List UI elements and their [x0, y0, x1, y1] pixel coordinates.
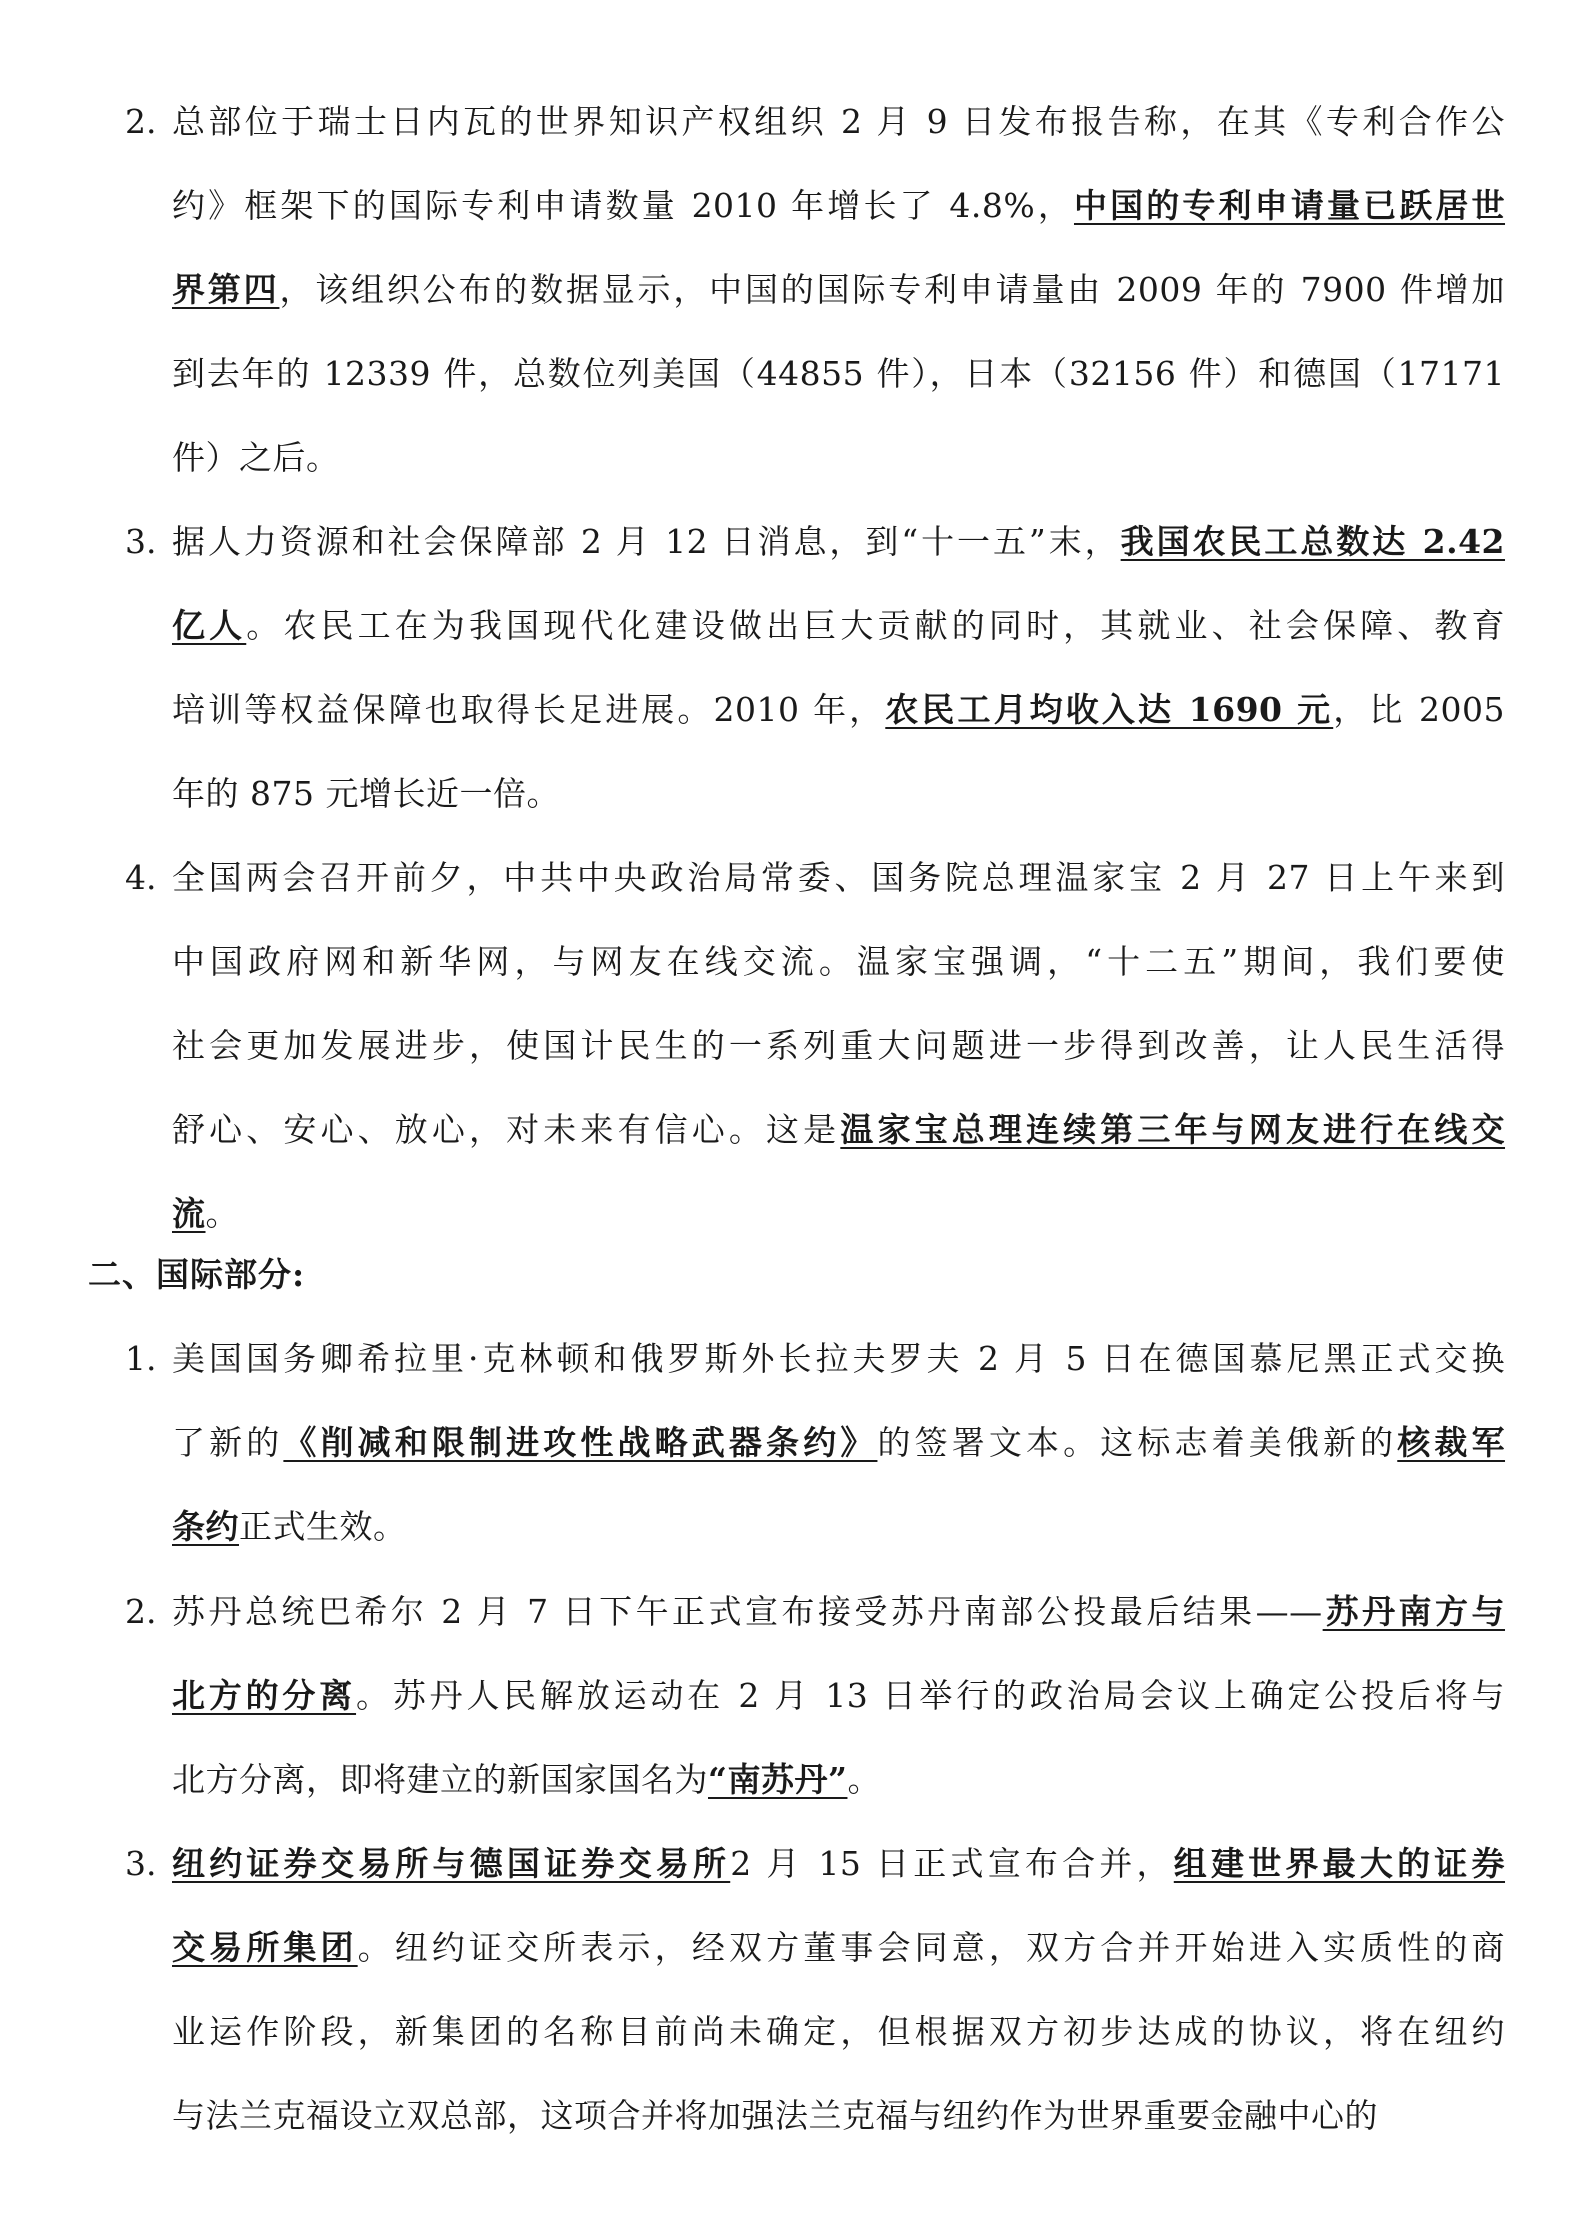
text-line [172, 920, 1505, 1004]
text-line [172, 1990, 1505, 2074]
text-segment: 全国两会召开前夕，中共中央政治局常委、国务院总理温家宝 2 月 27 日上午来到 [172, 858, 1505, 897]
text-line [172, 164, 1505, 248]
text-line [172, 248, 1505, 332]
text-line [172, 1570, 1505, 1654]
text-segment: 与法兰克福设立双总部，这项合并将加强法兰克福与纽约作为世界重要金融中心的 [172, 2096, 1378, 2135]
text-line [172, 1401, 1505, 1485]
highlighted-key-phrase: 纽约证券交易所与德国证券交易所 [172, 1844, 731, 1883]
text-line [172, 1654, 1505, 1738]
text-segment: 舒心、安心、放心，对未来有信心。这是 [172, 1110, 841, 1149]
text-segment: 。农民工在为我国现代化建设做出巨大贡献的同时，其就业、社会保障、教育 [246, 606, 1506, 645]
text-segment: 苏丹总统巴希尔 2 月 7 日下午正式宣布接受苏丹南部公投最后结果—— [172, 1592, 1323, 1631]
highlighted-key-phrase: 条约 [172, 1507, 239, 1546]
item-number: 2. [125, 1592, 157, 1631]
text-segment: 北方分离，即将建立的新国家国名为 [172, 1760, 708, 1799]
text-line [172, 332, 1505, 416]
highlighted-key-phrase: 流 [172, 1194, 206, 1233]
text-line [172, 2074, 1505, 2158]
item-number: 1. [125, 1339, 157, 1378]
item-number: 3. [125, 522, 157, 561]
text-segment: 据人力资源和社会保障部 2 月 12 日消息，到“十一五”末， [172, 522, 1121, 561]
text-segment: 美国国务卿希拉里·克林顿和俄罗斯外长拉夫罗夫 2 月 5 日在德国慕尼黑正式交换 [172, 1339, 1505, 1378]
highlighted-key-phrase: 亿人 [172, 606, 247, 645]
text-segment: 约》框架下的国际专利申请数量 2010 年增长了 4.8%， [172, 186, 1074, 225]
text-line [172, 1172, 1505, 1256]
text-line [172, 1004, 1505, 1088]
item-number: 3. [125, 1844, 157, 1883]
highlighted-key-phrase: 组建世界最大的证券 [1173, 1844, 1506, 1883]
section-heading-international: 二、国际部分: [88, 1255, 306, 1294]
text-segment: 。 [847, 1760, 881, 1799]
highlighted-key-phrase: 苏丹南方与 [1322, 1592, 1506, 1631]
text-segment: 培训等权益保障也取得长足进展。2010 年， [172, 690, 886, 729]
text-segment: 。 [205, 1194, 239, 1233]
text-segment: 正式生效。 [239, 1507, 407, 1546]
highlighted-key-phrase: 温家宝总理连续第三年与网友进行在线交 [840, 1110, 1506, 1149]
highlighted-key-phrase: 中国的专利申请量已跃居世 [1073, 186, 1506, 225]
text-line [172, 416, 1505, 500]
text-line [172, 1485, 1505, 1569]
highlighted-key-phrase: 界第四 [172, 270, 280, 309]
text-line [172, 836, 1505, 920]
text-line [172, 1906, 1505, 1990]
text-line [172, 1088, 1505, 1172]
text-segment: 。纽约证交所表示，经双方董事会同意，双方合并开始进入实质性的商 [357, 1928, 1506, 1967]
text-line [172, 80, 1505, 164]
text-segment: 的签署文本。这标志着美俄新的 [877, 1423, 1398, 1462]
text-segment: 业运作阶段，新集团的名称目前尚未确定，但根据双方初步达成的协议，将在纽约 [172, 2012, 1505, 2051]
highlighted-key-phrase: 核裁军 [1397, 1423, 1506, 1462]
text-line [172, 584, 1505, 668]
text-line [172, 500, 1505, 584]
text-segment: 到去年的 12339 件，总数位列美国（44855 件），日本（32156 件）和德国（17171 [172, 354, 1505, 393]
text-line [172, 752, 1505, 836]
text-segment: 中国政府网和新华网，与网友在线交流。温家宝强调，“十二五”期间，我们要使 [172, 942, 1505, 981]
text-line [172, 1738, 1505, 1822]
text-line [172, 1822, 1505, 1906]
item-number: 4. [125, 858, 157, 897]
text-segment: 。苏丹人民解放运动在 2 月 13 日举行的政治局会议上确定公投后将与 [356, 1676, 1506, 1715]
text-line [172, 1317, 1505, 1401]
text-segment: 年的 875 元增长近一倍。 [172, 774, 560, 813]
highlighted-key-phrase: 农民工月均收入达 1690 元 [885, 690, 1334, 729]
highlighted-key-phrase: 我国农民工总数达 2.42 [1120, 522, 1506, 561]
text-segment: 件）之后。 [172, 438, 340, 477]
text-segment: 2 月 15 日正式宣布合并， [730, 1844, 1174, 1883]
highlighted-key-phrase: “南苏丹” [708, 1760, 848, 1799]
text-segment: 总部位于瑞士日内瓦的世界知识产权组织 2 月 9 日发布报告称，在其《专利合作公 [172, 102, 1505, 141]
text-line [172, 668, 1505, 752]
text-segment: 了新的 [172, 1423, 284, 1462]
highlighted-key-phrase: 北方的分离 [172, 1676, 357, 1715]
text-segment: 社会更加发展进步，使国计民生的一系列重大问题进一步得到改善，让人民生活得 [172, 1026, 1505, 1065]
highlighted-key-phrase: 《削减和限制进攻性战略武器条约》 [283, 1423, 878, 1462]
item-number: 2. [125, 102, 157, 141]
text-segment: ，比 2005 [1333, 690, 1505, 729]
text-segment: ，该组织公布的数据显示，中国的国际专利申请量由 2009 年的 7900 件增加 [279, 270, 1505, 309]
highlighted-key-phrase: 交易所集团 [172, 1928, 358, 1967]
